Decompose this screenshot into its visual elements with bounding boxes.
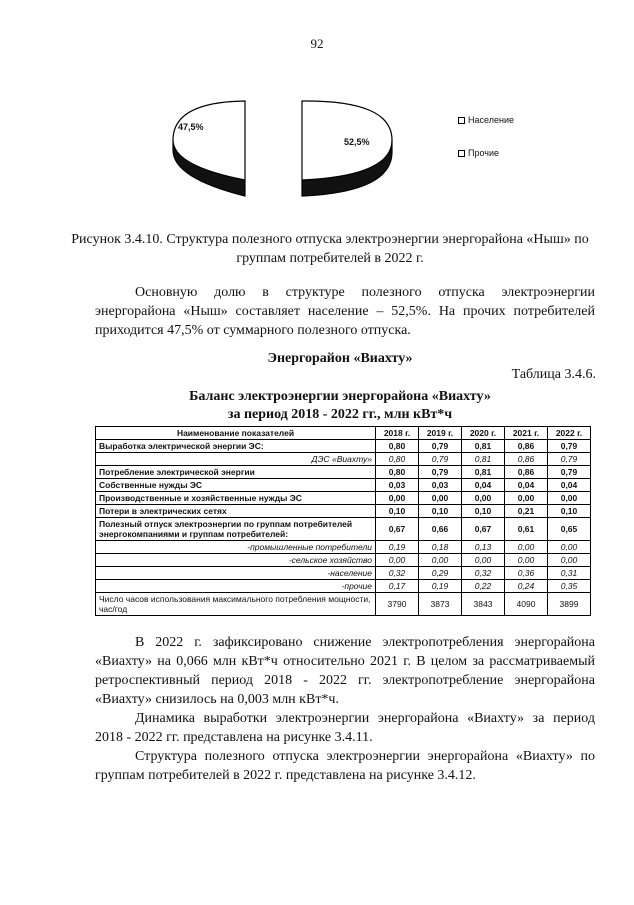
cell-value: 0,79: [548, 453, 591, 466]
cell-value: 0,04: [548, 479, 591, 492]
table-row: [96, 505, 591, 518]
cell-value: 0,81: [462, 466, 505, 479]
paragraph-4: Структура полезного отпуска электроэнергии энергорайона «Виахту» по группам потребителей в 2022 г. представлена на рисунке 3.4.12.: [95, 749, 595, 783]
table-title-line-1: Баланс электроэнергии энергорайона «Виахту»: [189, 389, 491, 404]
header-cell: 2019 г.: [419, 427, 462, 440]
row-label: Потребление электрической энергии: [96, 466, 376, 479]
cell-value: 3843: [462, 593, 505, 616]
pie-slice-naselenie: [302, 101, 392, 196]
cell-value: 0,67: [376, 518, 419, 541]
header-cell: 2022 г.: [548, 427, 591, 440]
figure-caption: Рисунок 3.4.10. Структура полезного отпуска электроэнергии энергорайона «Ныш» по группам потребителей в 2022 г.: [71, 232, 589, 266]
table-row: [96, 580, 591, 593]
table-row: [96, 492, 591, 505]
cell-value: 0,67: [462, 518, 505, 541]
paragraph-1: Основную долю в структуре полезного отпуска электроэнергии энергорайона «Ныш» составляет население – 52,5%. На прочих потребителей приходится 47,5% от суммарного полезного отпуска.: [95, 285, 595, 338]
legend-swatch-icon: [458, 117, 465, 124]
paragraph-2: В 2022 г. зафиксировано снижение электропотребления энергорайона «Виахту» на 0,066 млн кВт*ч относительно 2021 г. В целом за рассматриваемый ретроспективный период 2018 - 2022 гг. электропотребление энергорайона «Виахту» снизилось на 0,003 млн кВт*ч.: [95, 635, 595, 707]
cell-value: 0,10: [419, 505, 462, 518]
cell-value: 4090: [505, 593, 548, 616]
pie-chart: [160, 88, 410, 218]
row-label: -промышленные потребители: [96, 541, 376, 554]
cell-value: 0,17: [376, 580, 419, 593]
pie-label-naselenie: 52,5%: [344, 137, 370, 147]
table-row: [96, 440, 591, 453]
cell-value: 0,04: [505, 479, 548, 492]
pie-label-prochie: 47,5%: [178, 122, 204, 132]
cell-value: 0,66: [419, 518, 462, 541]
table-title-line-2: за период 2018 - 2022 гг., млн кВт*ч: [227, 407, 453, 422]
legend-label: Население: [468, 115, 514, 125]
table-row: [96, 554, 591, 567]
cell-value: 0,00: [462, 492, 505, 505]
cell-value: 0,00: [376, 492, 419, 505]
table-row: [96, 479, 591, 492]
cell-value: 0,79: [419, 453, 462, 466]
header-cell: 2020 г.: [462, 427, 505, 440]
cell-value: 3790: [376, 593, 419, 616]
cell-value: 0,36: [505, 567, 548, 580]
cell-value: 0,00: [419, 492, 462, 505]
cell-value: 0,32: [376, 567, 419, 580]
cell-value: 0,10: [462, 505, 505, 518]
cell-value: 0,80: [376, 466, 419, 479]
table-row: [96, 593, 591, 616]
cell-value: 0,19: [376, 541, 419, 554]
legend-item-naselenie: [458, 115, 514, 125]
cell-value: 0,00: [505, 554, 548, 567]
cell-value: 0,80: [376, 440, 419, 453]
table-row: [96, 466, 591, 479]
cell-value: 0,86: [505, 453, 548, 466]
paragraph-3: Динамика выработки электроэнергии энергорайона «Виахту» за период 2018 - 2022 гг. представлена на рисунке 3.4.11.: [95, 711, 595, 745]
row-label: -прочие: [96, 580, 376, 593]
row-label: Собственные нужды ЭС: [96, 479, 376, 492]
cell-value: 0,21: [505, 505, 548, 518]
cell-value: 0,00: [548, 541, 591, 554]
table-row: [96, 541, 591, 554]
row-label: Полезный отпуск электроэнергии по группам потребителей энергокомпаниями и группам потребителей:: [96, 518, 376, 541]
cell-value: 0,04: [462, 479, 505, 492]
cell-value: 0,00: [376, 554, 419, 567]
cell-value: 0,10: [548, 505, 591, 518]
balance-table: [95, 426, 591, 616]
cell-value: 0,18: [419, 541, 462, 554]
row-label: Потери в электрических сетях: [96, 505, 376, 518]
table-row: [96, 518, 591, 541]
header-cell: 2018 г.: [376, 427, 419, 440]
cell-value: 0,10: [376, 505, 419, 518]
cell-value: 0,00: [505, 541, 548, 554]
cell-value: 0,81: [462, 440, 505, 453]
cell-value: 0,19: [419, 580, 462, 593]
header-cell: 2021 г.: [505, 427, 548, 440]
cell-value: 0,61: [505, 518, 548, 541]
cell-value: 0,00: [548, 554, 591, 567]
cell-value: 3873: [419, 593, 462, 616]
header-cell: Наименование показателей: [96, 427, 376, 440]
cell-value: 0,35: [548, 580, 591, 593]
cell-value: 3899: [548, 593, 591, 616]
row-label: Число часов использования максимального потребления мощности, час/год: [96, 593, 376, 616]
cell-value: 0,00: [505, 492, 548, 505]
pie-chart-svg: [160, 88, 410, 218]
row-label: Производственные и хозяйственные нужды ЭС: [96, 492, 376, 505]
cell-value: 0,03: [419, 479, 462, 492]
cell-value: 0,79: [419, 440, 462, 453]
legend-item-prochie: [458, 148, 499, 158]
legend-swatch-icon: [458, 150, 465, 157]
cell-value: 0,79: [419, 466, 462, 479]
pie-slice-prochie: [173, 101, 245, 196]
cell-value: 0,65: [548, 518, 591, 541]
table-row: [96, 567, 591, 580]
cell-value: 0,13: [462, 541, 505, 554]
cell-value: 0,86: [505, 440, 548, 453]
table-number: Таблица 3.4.6.: [511, 367, 596, 382]
table-row: [96, 453, 591, 466]
page-number: 92: [310, 36, 324, 51]
cell-value: 0,00: [419, 554, 462, 567]
row-label: Выработка электрической энергии ЭС:: [96, 440, 376, 453]
cell-value: 0,80: [376, 453, 419, 466]
table-header-row: [96, 427, 591, 440]
cell-value: 0,32: [462, 567, 505, 580]
legend-label: Прочие: [468, 148, 500, 158]
section-heading: Энергорайон «Виахту»: [267, 351, 413, 366]
row-label: -население: [96, 567, 376, 580]
row-label: -сельское хозяйство: [96, 554, 376, 567]
cell-value: 0,81: [462, 453, 505, 466]
cell-value: 0,79: [548, 466, 591, 479]
cell-value: 0,03: [376, 479, 419, 492]
cell-value: 0,79: [548, 440, 591, 453]
cell-value: 0,31: [548, 567, 591, 580]
cell-value: 0,86: [505, 466, 548, 479]
cell-value: 0,00: [548, 492, 591, 505]
cell-value: 0,29: [419, 567, 462, 580]
cell-value: 0,22: [462, 580, 505, 593]
row-label: ДЭС «Виахту»: [96, 453, 376, 466]
cell-value: 0,00: [462, 554, 505, 567]
cell-value: 0,24: [505, 580, 548, 593]
